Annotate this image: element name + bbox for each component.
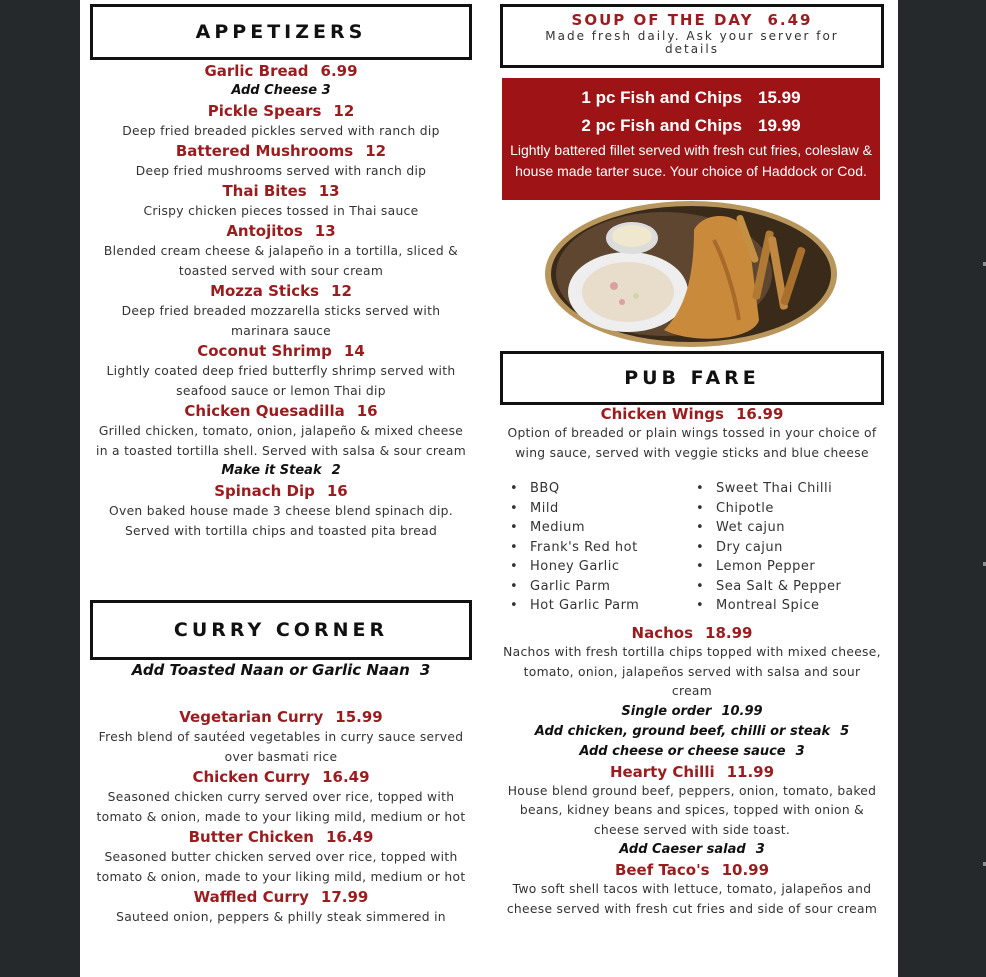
item-description: House blend ground beef, peppers, onion, tomato, baked beans, kidney beans and spices, topped with onion & cheese served with side toast.: [507, 783, 877, 837]
item-description: Deep fried breaded mozzarella sticks served with marinara sauce: [121, 304, 441, 338]
menu-item-nachos: Nachos 18.99: [631, 624, 753, 642]
viewer-right-margin: [898, 0, 986, 977]
appetizers-heading: [90, 4, 472, 60]
list-item: • Honey Garlic: [510, 559, 620, 574]
soup-description: Made fresh daily. Ask your server for details: [545, 29, 839, 56]
item-description: Deep fried breaded pickles served with ranch dip: [122, 124, 440, 138]
list-item: • Chipotle: [696, 500, 774, 516]
item-description: Sauteed onion, peppers & philly steak simmered in: [116, 910, 446, 924]
list-item: • Sea Salt & Pepper: [696, 578, 842, 594]
menu-item-garlic-bread: Garlic Bread 6.99: [204, 62, 358, 80]
soup-box: [500, 4, 884, 68]
item-description: Two soft shell tacos with lettuce, tomato, jalapeños and cheese served with fresh cut fries and side of sour cream: [506, 882, 878, 916]
appetizers-list: [90, 61, 472, 541]
curry-heading-text: CURRY CORNER: [173, 619, 389, 641]
item-description: Seasoned chicken curry served over rice, topped with tomato & onion, made to your liking mild, medium or hot: [96, 790, 466, 824]
curry-list: [90, 707, 472, 927]
list-item: • Frank's Red hot: [510, 539, 638, 555]
menu-item-chicken-curry: Chicken Curry 16.49: [192, 768, 370, 786]
item-description: Oven baked house made 3 cheese blend spinach dip. Served with tortilla chips and toasted pita bread: [109, 504, 453, 538]
fish-chips-photo: [544, 200, 838, 348]
menu-item-mozza-sticks: Mozza Sticks 12: [210, 282, 352, 300]
list-item: • Lemon Pepper: [696, 559, 816, 574]
menu-item-chicken-wings: Chicken Wings 16.99: [600, 405, 784, 423]
list-item: • Hot Garlic Parm: [510, 598, 640, 613]
item-description: Fresh blend of sautéed vegetables in curry sauce served over basmati rice: [98, 730, 464, 764]
fish-2pc: 2 pc Fish and Chips 19.99: [581, 116, 801, 135]
wing-sauces-left: [510, 479, 639, 616]
menu-item-antojitos: Antojitos 13: [226, 222, 336, 240]
appetizers-heading-text: APPETIZERS: [195, 21, 367, 43]
pub-fare-list: [500, 404, 884, 919]
menu-item-beef-tacos: Beef Taco's 10.99: [614, 861, 770, 879]
pub-heading-text: PUB FARE: [624, 367, 760, 389]
list-item: • Garlic Parm: [510, 578, 611, 594]
addon-single-order: Single order 10.99: [621, 703, 763, 719]
item-description: Nachos with fresh tortilla chips topped with mixed cheese, tomato, onion, jalapeños served with salsa and sour cream: [503, 645, 881, 698]
fish-chips-banner: [502, 78, 880, 200]
curry-corner-heading: [90, 600, 472, 660]
addon-cheese: Add Cheese 3: [231, 83, 331, 98]
list-item: • Mild: [510, 500, 559, 516]
addon-naan: Add Toasted Naan or Garlic Naan 3: [131, 661, 431, 679]
list-item: • Dry cajun: [696, 539, 783, 555]
menu-item-battered-mushrooms: Battered Mushrooms 12: [175, 142, 387, 160]
item-description: Option of breaded or plain wings tossed in your choice of wing sauce, served with veggie sticks and blue cheese: [507, 426, 877, 460]
item-description: Blended cream cheese & jalapeño in a tortilla, sliced & toasted served with sour cream: [103, 244, 459, 278]
menu-item-waffled-curry: Waffled Curry 17.99: [193, 888, 369, 906]
menu-item-coconut-shrimp: Coconut Shrimp 14: [197, 342, 365, 360]
item-description: Crispy chicken pieces tossed in Thai sauce: [143, 204, 419, 218]
item-description: Seasoned butter chicken served over rice, topped with tomato & onion, made to your liking mild, medium or hot: [96, 850, 466, 884]
wing-sauce-list: [500, 479, 884, 621]
addon-caeser-salad: Add Caeser salad 3: [619, 842, 765, 857]
wing-sauces-right: [696, 479, 841, 616]
menu-page: [80, 0, 898, 977]
list-item: • Wet cajun: [696, 520, 786, 535]
item-description: Grilled chicken, tomato, onion, jalapeño & mixed cheese in a toasted tortilla shell. Served with salsa & sour cream: [96, 424, 466, 458]
list-item: • Montreal Spice: [696, 598, 820, 613]
soup-title: SOUP OF THE DAY 6.49: [571, 11, 813, 29]
addon-meat: Add chicken, ground beef, chilli or steak 5: [534, 723, 850, 739]
list-item: • Sweet Thai Chilli: [696, 481, 833, 496]
menu-item-hearty-chilli: Hearty Chilli 11.99: [609, 762, 775, 781]
addon-steak: Make it Steak 2: [221, 463, 341, 478]
viewer-left-margin: [0, 0, 80, 977]
menu-item-butter-chicken: Butter Chicken 16.49: [188, 828, 374, 846]
menu-item-vegetarian-curry: Vegetarian Curry 15.99: [179, 708, 383, 726]
menu-item-spinach-dip: Spinach Dip 16: [214, 482, 348, 500]
item-description: Lightly coated deep fried butterfly shrimp served with seafood sauce or lemon Thai dip: [106, 364, 456, 398]
pub-fare-heading: [500, 351, 884, 405]
menu-item-thai-bites: Thai Bites 13: [222, 182, 340, 200]
item-description: Deep fried mushrooms served with ranch dip: [135, 164, 427, 178]
menu-item-chicken-quesadilla: Chicken Quesadilla 16: [184, 402, 378, 420]
list-item: • Medium: [510, 520, 585, 535]
list-item: • BBQ: [510, 481, 560, 496]
menu-item-pickle-spears: Pickle Spears 12: [207, 102, 355, 120]
fish-1pc: 1 pc Fish and Chips 15.99: [581, 88, 801, 107]
fish-description: Lightly battered fillet served with fresh cut fries, coleslaw & house made tarter suce. Your choice of Haddock or Cod.: [510, 142, 872, 179]
addon-cheese-sauce: Add cheese or cheese sauce 3: [579, 743, 805, 759]
